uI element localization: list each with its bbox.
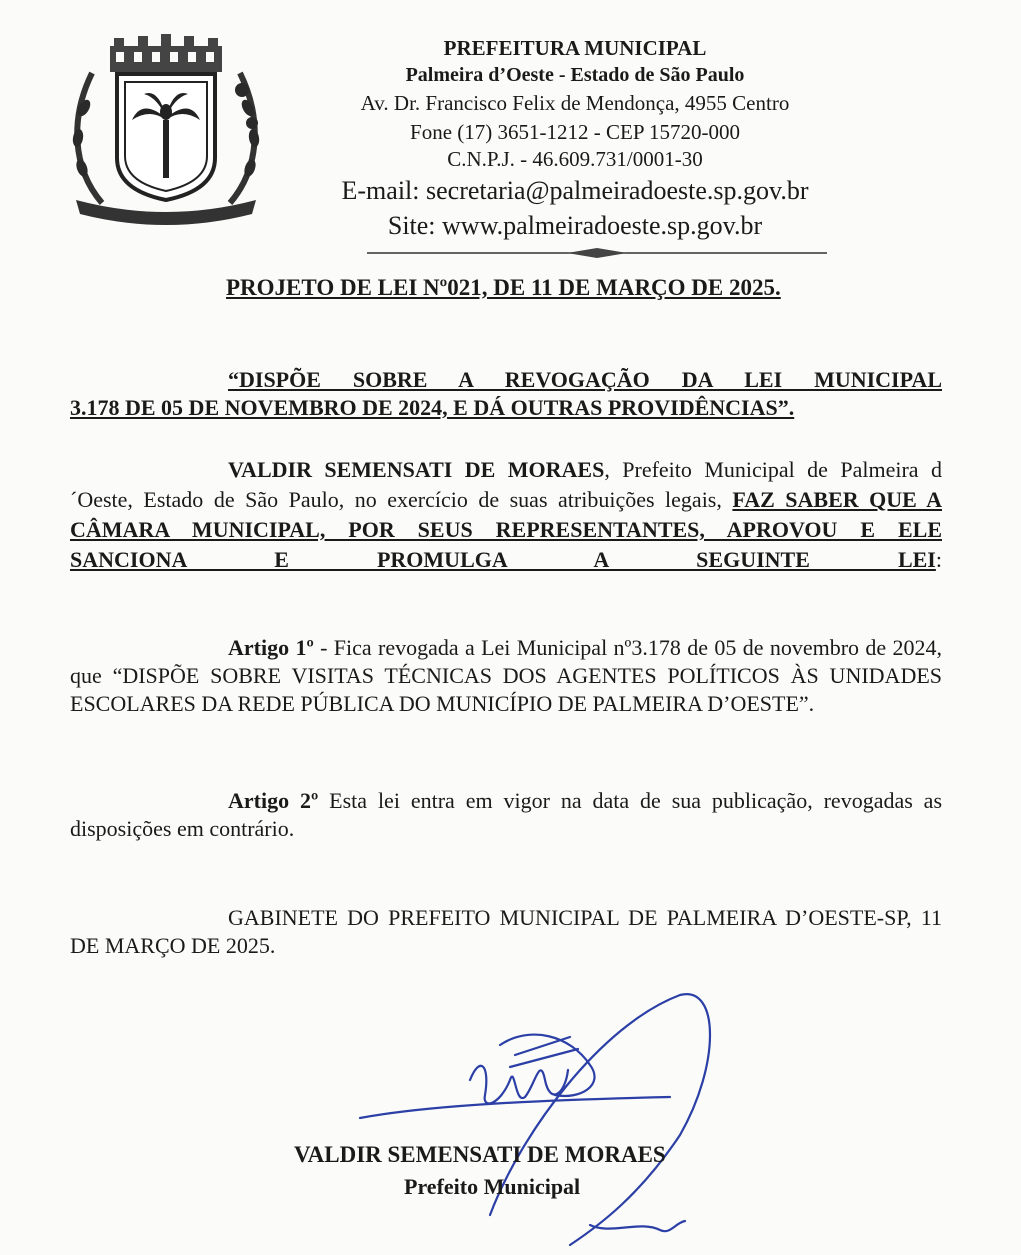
- ementa-line-2: 3.178 DE 05 DE NOVEMBRO DE 2024, E DÁ OUTRAS PROVIDÊNCIAS”.: [70, 395, 795, 420]
- signatory-role: Prefeito Municipal: [404, 1174, 581, 1199]
- intro-paragraph: [70, 455, 942, 575]
- article-1-label: Artigo 1º: [228, 635, 314, 660]
- header-title: PREFEITURA MUNICIPAL: [443, 36, 707, 60]
- intro-text: , Prefeito Municipal de Palmeira d´Oeste, Estado de São Paulo, no exercício de suas atribuições legais,: [70, 457, 942, 512]
- ementa-line-1: “DISPÕE SOBRE A REVOGAÇÃO DA LEI MUNICIPAL: [228, 367, 942, 392]
- header-phone: Fone (17) 3651-1212 - CEP 15720-000: [410, 120, 740, 144]
- intro-colon: :: [935, 547, 942, 572]
- header-subtitle: Palmeira d’Oeste - Estado de São Paulo: [405, 64, 745, 86]
- article-2-text: Esta lei entra em vigor na data de sua publicação, revogadas as disposições em contrário.: [70, 788, 943, 841]
- intro-decree: FAZ SABER QUE A CÂMARA MUNICIPAL, POR SEUS REPRESENTANTES, APROVOU E ELE SANCIONA E PROMULGA A SEGUINTE LEI: [70, 487, 942, 572]
- ementa: [70, 366, 942, 422]
- header-divider: [367, 246, 827, 260]
- signature-image: [340, 985, 740, 1255]
- header-email: E-mail: secretaria@palmeiradoeste.sp.gov.br: [341, 176, 809, 205]
- project-title: PROJETO DE LEI Nº021, DE 11 DE MARÇO DE 2025.: [226, 275, 781, 300]
- article-2: [70, 787, 942, 843]
- intro-name: VALDIR SEMENSATI DE MORAES: [228, 457, 605, 482]
- article-1: [70, 634, 942, 718]
- header-address: Av. Dr. Francisco Felix de Mendonça, 4955 Centro: [360, 91, 790, 115]
- municipal-crest-image: [62, 28, 270, 228]
- header-cnpj: C.N.P.J. - 46.609.731/0001-30: [447, 147, 703, 171]
- signatory-name: VALDIR SEMENSATI DE MORAES: [294, 1142, 666, 1167]
- closing-statement: GABINETE DO PREFEITO MUNICIPAL DE PALMEIRA D’OESTE-SP, 11 DE MARÇO DE 2025.: [70, 905, 942, 958]
- header-site: Site: www.palmeiradoeste.sp.gov.br: [387, 211, 763, 240]
- article-1-text: - Fica revogada a Lei Municipal nº3.178 de 05 de novembro de 2024, que “DISPÕE SOBRE VISITAS TÉCNICAS DOS AGENTES POLÍTICOS ÀS UNIDADES ESCOLARES DA REDE PÚBLICA DO MUNICÍPIO DE PALMEIRA D’OESTE”.: [70, 635, 942, 716]
- article-2-label: Artigo 2º: [228, 788, 319, 813]
